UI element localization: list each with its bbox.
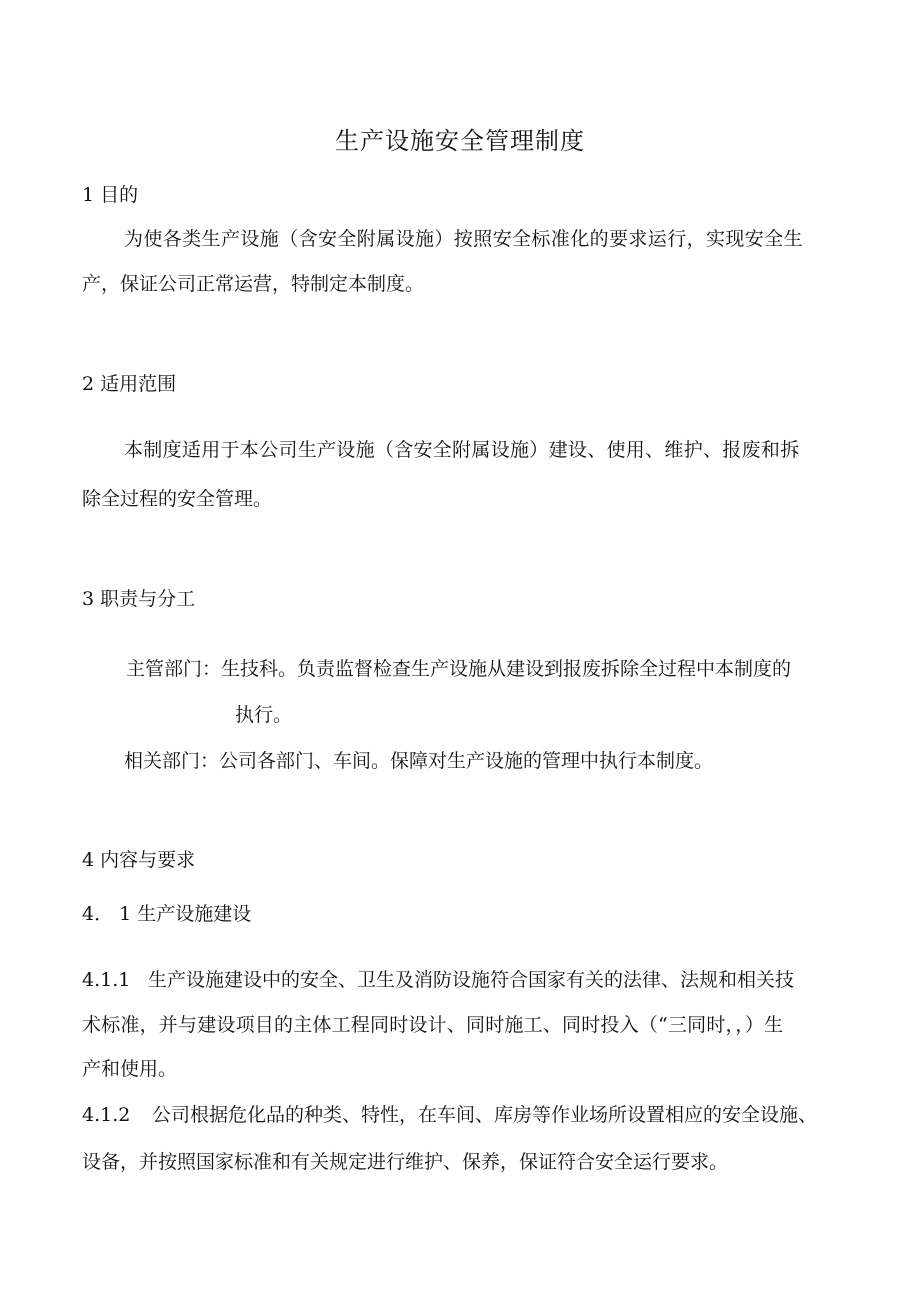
clause-4-1-2-number: 4.1.2 xyxy=(82,1104,131,1126)
clause-4-1-1-line-2: 术标准，并与建设项目的主体工程同时设计、同时施工、同时投入（“三同时，，）生 xyxy=(82,1014,784,1036)
clause-4-1-1-line-1: 生产设施建设中的安全、卫生及消防设施符合国家有关的法律、法规和相关技 xyxy=(148,969,795,991)
clause-4-1-2-line-1: 公司根据危化品的种类、特性，在车间、库房等作业场所设置相应的安全设施、 xyxy=(152,1104,818,1126)
section-2-paragraph-line-2: 除全过程的安全管理。 xyxy=(82,488,273,510)
clause-4-1-1-line-3: 产和使用。 xyxy=(82,1058,178,1080)
clause-4-1-2-line-2: 设备，并按照国家标准和有关规定进行维护、保养，保证符合安全运行要求。 xyxy=(82,1151,729,1173)
responsibility-main-department-line-1: 主管部门：生技科。负责监督检查生产设施从建设到报废拆除全过程中本制度的 xyxy=(126,658,792,680)
section-4-1-heading: 4． 1 生产设施建设 xyxy=(82,903,252,925)
section-2-paragraph-line-1: 本制度适用于本公司生产设施（含安全附属设施）建设、使用、维护、报废和拆 xyxy=(124,439,800,461)
responsibility-main-department-line-2: 执行。 xyxy=(235,704,293,726)
section-1-heading: 1 目的 xyxy=(82,184,139,206)
responsibility-related-departments: 相关部门：公司各部门、车间。保障对生产设施的管理中执行本制度。 xyxy=(124,750,714,772)
section-4-heading: 4 内容与要求 xyxy=(82,849,196,871)
clause-4-1-1-number: 4.1.1 xyxy=(82,969,131,991)
section-3-heading: 3 职责与分工 xyxy=(82,588,196,610)
section-1-paragraph-line-2: 产，保证公司正常运营，特制定本制度。 xyxy=(82,273,425,295)
section-2-heading: 2 适用范围 xyxy=(82,373,177,395)
section-1-paragraph-line-1: 为使各类生产设施（含安全附属设施）按照安全标准化的要求运行，实现安全生 xyxy=(124,228,804,250)
document-title: 生产设施安全管理制度 xyxy=(335,127,585,155)
